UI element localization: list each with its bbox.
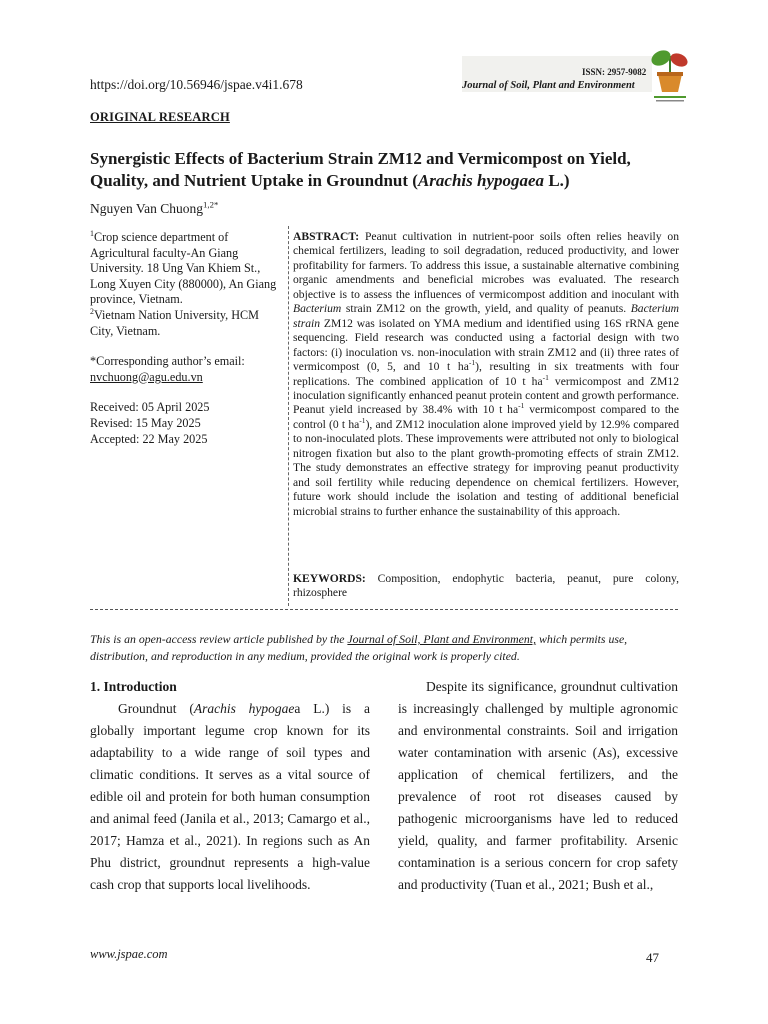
- doi-link[interactable]: https://doi.org/10.56946/jspae.v4i1.678: [90, 77, 303, 92]
- keywords-label: KEYWORDS:: [293, 572, 366, 585]
- plant-pot-logo-icon: [648, 46, 692, 104]
- journal-name: Journal of Soil, Plant and Environment: [462, 80, 635, 91]
- accepted-date: Accepted: 22 May 2025: [90, 431, 208, 446]
- open-access-notice: This is an open-access review article published by the Journal of Soil, Plant and Environment, which permits use, distribution, and reproduction in any medium, provided the original work is properly cited.: [90, 632, 628, 663]
- footer-url[interactable]: www.jspae.com: [90, 947, 168, 961]
- issn-label: ISSN: 2957-9082: [582, 67, 647, 77]
- email-label: *Corresponding author’s email:: [90, 354, 245, 369]
- article-type-label: ORIGINAL RESEARCH: [90, 110, 230, 124]
- abstract-label: ABSTRACT:: [293, 230, 360, 243]
- body-column-right: [398, 676, 678, 896]
- paragraph-1: Groundnut (Arachis hypogaea L.) is a globally important legume crop known for its adaptability to a wide range of soil types and climatic conditions. It serves as a vital source of edible oil and protein for both human consumption and animal feed (Janila et al., 2013; Camargo et al., 2017; Hamza et al., 2021). In regions such as An Phu district, groundnut represents a high-value cash crop that supports local livelihoods.: [90, 701, 370, 892]
- affiliation-1: $^1$Crop science department of Agricultural faculty-An Giang University. 18 Ung Van Khiem St., Long Xuyen City (880000), An Giang province, Vietnam.: [90, 228, 277, 307]
- affiliation-2: $^2$Vietnam Nation University, HCM City, Vietnam.: [90, 306, 259, 338]
- email-link[interactable]: nvchuong@agu.edu.vn: [90, 369, 203, 384]
- section-divider: [90, 609, 678, 610]
- author-name: Nguyen Van Chuong$^{1,2*}$: [90, 199, 219, 216]
- abstract-text: ABSTRACT: Peanut cultivation in nutrient-poor soils often relies heavily on chemical fertilizers, leading to soil degradation, reduced productivity, and lower profitability for farmers. To address this issue, a sustainable alternative combining organic amendments and beneficial microbes was evaluated. The research objective is to assess the influences of vermicompost addition and inoculant with Bacterium strain ZM12 on the growth, yield, and quality of peanuts. Bacterium strain ZM12 was isolated on YMA medium and identified using 16S rRNA gene sequencing. Field research was conducted using a factorial design with two factors: (i) inoculation vs. non-inoculation with strain ZM12 and (ii) three rates of vermicompost (0, 5, and 10 t $ha^{-1}$), resulting in six treatments with four replications. The combined application of 10 t $ha^{-1}$ vermicompost and ZM12 inoculation significantly enhanced peanut protein content and growth performance. Peanut yield increased by 38.4% with 10 t $ha^{-1}$ vermicompost compared to the control (0 t $ha^{-1}$), and ZM12 inoculation alone improved yield by 12.9% compared to non-inoculated plots. These improvements were attributed not only to biological nitrogen fixation but also to the plant growth-promoting effects of strain ZM12. The study demonstrates an effective strategy for improving peanut productivity and soil fertility while reducing dependence on chemical fertilizers. However, future work should include the isolation and testing of additional beneficial microbial strains to further enhance the sustainability of this approach.: [293, 230, 680, 518]
- body-column-left: [90, 676, 370, 896]
- journal-link[interactable]: Journal of Soil, Plant and Environment,: [347, 632, 537, 646]
- article-title: Synergistic Effects of Bacterium Strain ZM12 and Vermicompost on Yield, Quality, and Nutrient Uptake in Groundnut (Arachis hypogaea L.): [90, 149, 631, 190]
- page-number: 47: [646, 950, 659, 965]
- revised-date: Revised: 15 May 2025: [90, 415, 201, 430]
- section-title: 1. Introduction: [90, 679, 177, 694]
- paragraph-2: Despite its significance, groundnut cultivation is increasingly challenged by multiple agronomic and environmental constraints. Soil and irrigation water contamination with arsenic (As), excessive application of chemical fertilizers, and the prevalence of root rot diseases caused by pathogenic microorganisms have led to reduced yield, quality, and farmer profitability. Arsenic contamination is a serious concern for crop safety and productivity (Tuan et al., 2021; Bush et al.,: [398, 679, 678, 892]
- received-date: Received: 05 April 2025: [90, 400, 210, 415]
- affiliations-block: [90, 230, 280, 447]
- keywords-text: KEYWORDS: Composition, endophytic bacteria, peanut, pure colony, rhizosphere: [293, 572, 679, 600]
